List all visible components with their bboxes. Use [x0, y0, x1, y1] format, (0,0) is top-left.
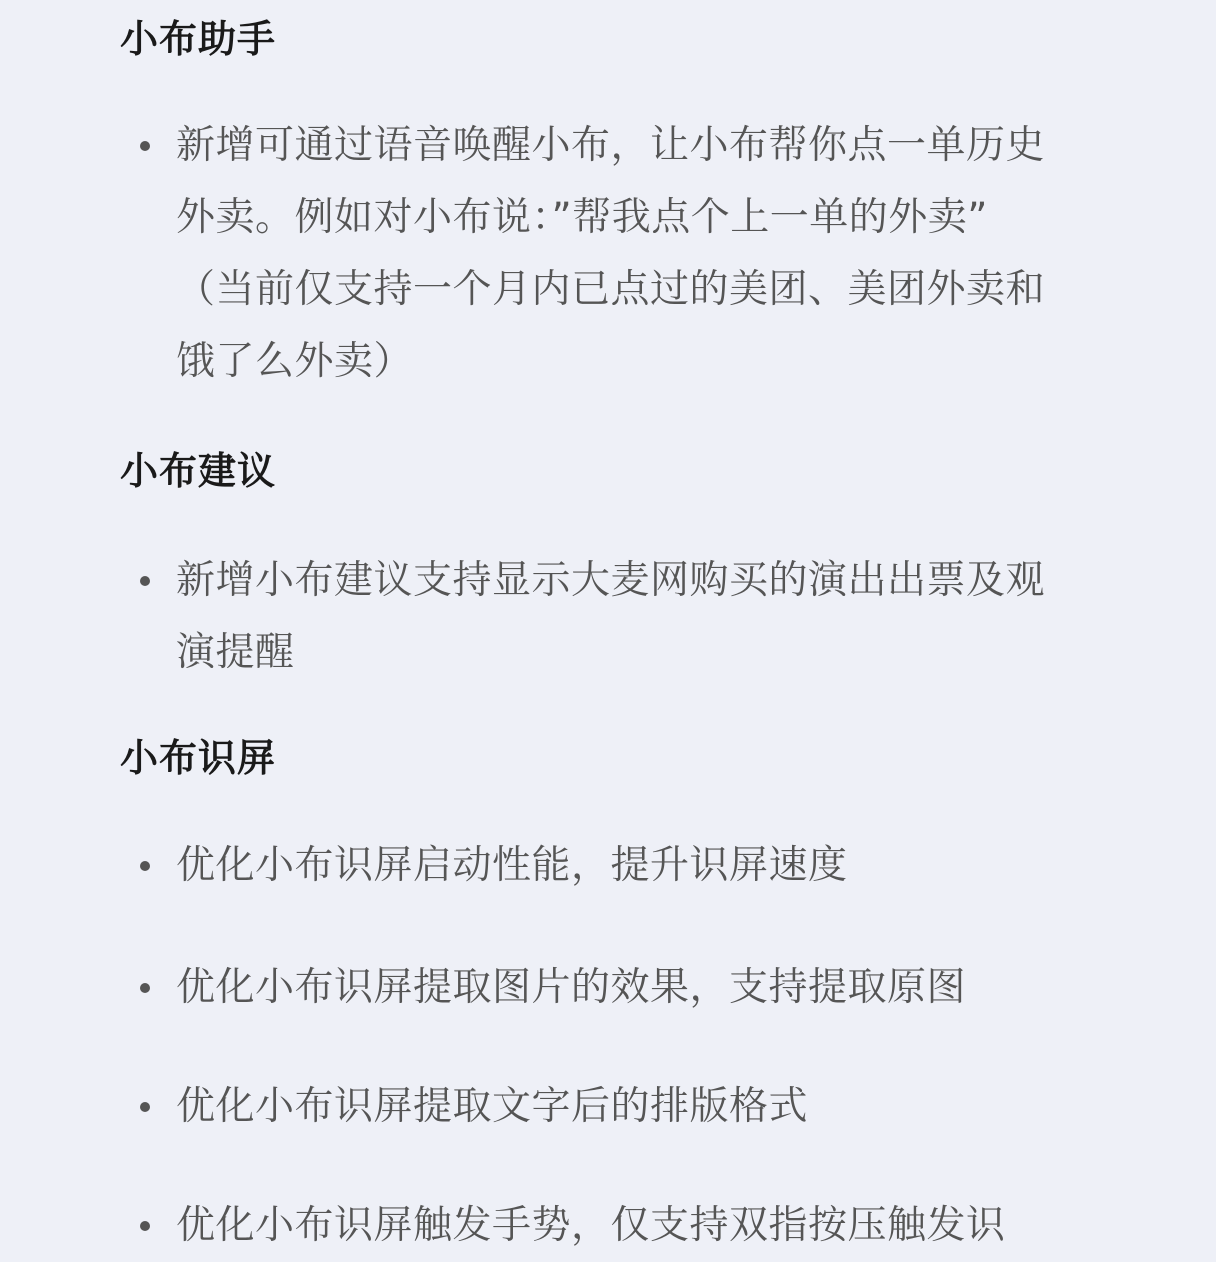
list-item-text: 优化小布识屏提取文字后的排版格式 — [176, 1084, 809, 1129]
section-title-screen-recognition: 小布识屏 — [120, 736, 277, 780]
section-title-suggestions: 小布建议 — [120, 449, 277, 493]
bullet-dot-icon — [140, 1221, 150, 1231]
bullet-dot-icon — [140, 576, 150, 586]
bullet-dot-icon — [140, 1102, 150, 1112]
section-title-assistant: 小布助手 — [120, 17, 277, 61]
list-item-text: 新增小布建议支持显示大麦网购买的演出出票及观 演提醒 — [176, 558, 1046, 675]
list-item-text: 新增可通过语音唤醒小布，让小布帮你点一单历史 外卖。例如对小布说：”帮我点个上一单的外卖” （当前仅支持一个月内已点过的美团、美团外卖和 饿了么外卖） — [176, 123, 1046, 384]
bullet-dot-icon — [140, 141, 150, 151]
bullet-dot-icon — [140, 861, 150, 871]
bullet-dot-icon — [140, 983, 150, 993]
list-item-text: 优化小布识屏提取图片的效果，支持提取原图 — [176, 965, 967, 1010]
list-item-text: 优化小布识屏启动性能，提升识屏速度 — [176, 843, 848, 888]
list-item-text: 优化小布识屏触发手势，仅支持双指按压触发识 — [176, 1203, 1006, 1248]
